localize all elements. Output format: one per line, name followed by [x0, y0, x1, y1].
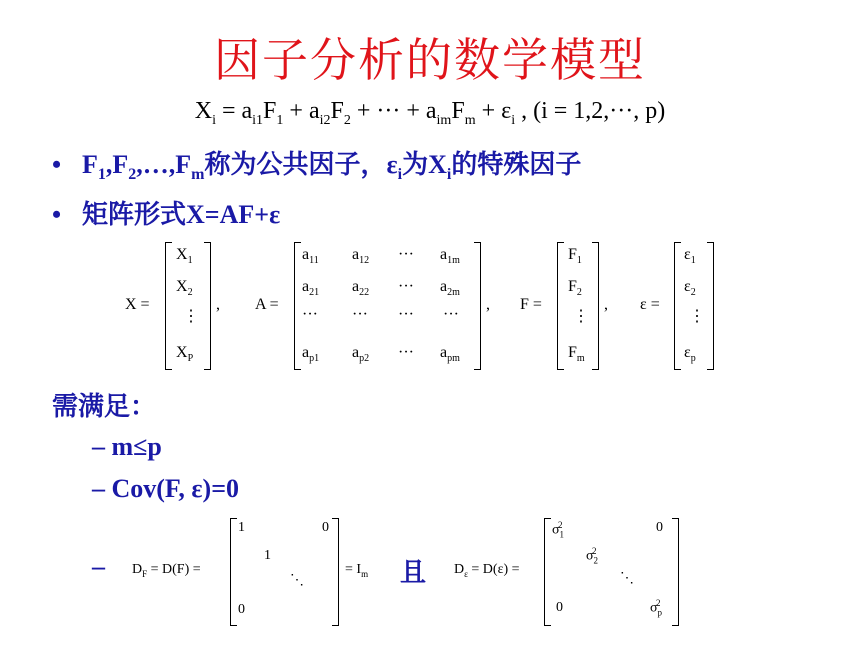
slide-title: 因子分析的数学模型 [214, 33, 646, 87]
conditions-heading: 需满足： [52, 392, 157, 422]
matrix-a-right-bracket [474, 242, 481, 370]
matrix-f-comma: , [604, 296, 608, 313]
df-cell: 1 [264, 548, 271, 563]
matrix-a-cell: $a_{11}$ [302, 246, 319, 267]
matrix-a-cell: $a_{p1}$ [302, 344, 320, 365]
matrix-f-lhs: F = [520, 296, 542, 313]
deps-left-bracket [544, 518, 551, 626]
matrix-a-cell: $a_{p2}$ [352, 344, 370, 365]
matrix-a-cell: $a_{2m}$ [440, 278, 460, 299]
df-left-bracket [230, 518, 237, 626]
matrix-epsilon-cell: ⋮ [689, 308, 705, 325]
matrix-x-cell: ⋮ [183, 308, 199, 325]
df-identity: = $I_m$ [345, 562, 369, 579]
bullet-common-factors: • $F_1,F_2,\dots,F_m$称为公共因子，$\varepsilon_i$为$X_i$的特殊因子 [52, 150, 582, 184]
matrix-a-comma: , [486, 296, 490, 313]
matrix-epsilon-cell: $\varepsilon_p$ [684, 344, 696, 365]
and-label: 且 [400, 558, 427, 588]
condition-cov-zero: – Cov(F, ε)=0 [92, 474, 240, 503]
matrix-x-lhs: X = [125, 296, 150, 313]
matrix-f-cell: $F_1$ [568, 246, 582, 267]
matrix-a-cell: $a_{12}$ [352, 246, 370, 267]
matrix-a-cell: ··· [352, 306, 368, 323]
matrix-a-cell: ··· [398, 246, 414, 263]
deps-cell: $\sigma_p^2$ [650, 598, 663, 618]
matrix-a-cell: ··· [443, 306, 459, 323]
matrix-a-cell: ··· [398, 278, 414, 295]
df-right-bracket [332, 518, 339, 626]
matrix-x-comma: , [216, 296, 220, 313]
matrix-a-cell: $a_{22}$ [352, 278, 370, 299]
matrix-x-right-bracket [204, 242, 211, 370]
factor-model-equation: $X_i = a_{i1}F_1 + a_{i2}F_2$ + ··· + $a_{im}F_m + \varepsilon_i$ , (i = 1,2,···, p) [194, 98, 666, 128]
matrix-a-cell: $a_{1m}$ [440, 246, 460, 267]
matrix-a-cell: ··· [398, 344, 414, 361]
matrix-epsilon-cell: $\varepsilon_2$ [684, 278, 696, 299]
deps-right-bracket [672, 518, 679, 626]
deps-ddots: ⋱ [620, 571, 634, 586]
matrix-f-left-bracket [557, 242, 564, 370]
df-cell: 0 [322, 520, 329, 535]
matrix-a-left-bracket [294, 242, 301, 370]
matrix-f-cell: $F_2$ [568, 278, 582, 299]
df-cell: 0 [238, 602, 245, 617]
matrix-epsilon-cell: $\varepsilon_1$ [684, 246, 696, 267]
matrix-a-lhs: A = [255, 296, 279, 313]
matrix-f-cell: ⋮ [573, 308, 589, 325]
df-cell: 1 [238, 520, 245, 535]
deps-cell: 0 [656, 520, 663, 535]
matrix-epsilon-lhs: ε = [640, 296, 660, 313]
matrix-x-cell: $X_1$ [176, 246, 193, 267]
df-lhs: $D_F = D(F)$ = [132, 562, 201, 579]
matrix-a-cell: ··· [302, 306, 318, 323]
matrix-epsilon-left-bracket [674, 242, 681, 370]
matrix-a-cell: ··· [398, 306, 414, 323]
deps-cell: $\sigma_1^2$ [552, 520, 565, 540]
matrix-x-cell: $X_P$ [176, 344, 194, 365]
matrix-x-left-bracket [165, 242, 172, 370]
deps-cell: $\sigma_2^2$ [586, 546, 599, 566]
df-ddots: ⋱ [290, 573, 304, 588]
condition-m-le-p: – m≤p [92, 432, 162, 461]
deps-lhs: $D_\varepsilon = D(\varepsilon)$ = [454, 562, 520, 579]
matrix-a-cell: $a_{21}$ [302, 278, 320, 299]
matrix-epsilon-right-bracket [707, 242, 714, 370]
matrix-f-cell: $F_m$ [568, 344, 585, 365]
bullet-matrix-form: • 矩阵形式X=AF+ε [52, 200, 281, 230]
condition-covariance-dash: – [92, 552, 105, 581]
deps-cell: 0 [556, 600, 563, 615]
matrix-a-cell: $a_{pm}$ [440, 344, 460, 365]
matrix-x-cell: $X_2$ [176, 278, 193, 299]
matrix-f-right-bracket [592, 242, 599, 370]
